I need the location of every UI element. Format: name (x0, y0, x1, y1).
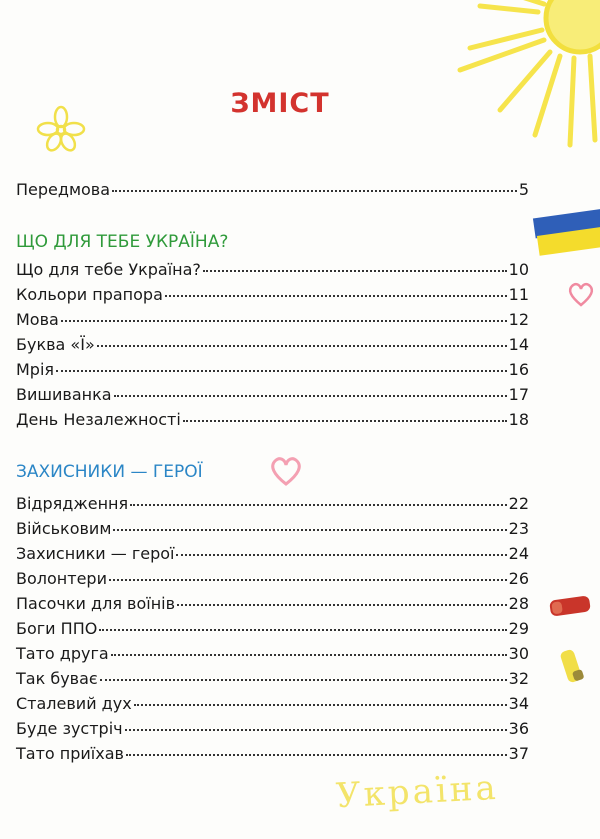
toc-entry-page: 26 (508, 569, 529, 588)
toc-entry[interactable] (16, 692, 529, 716)
toc-entry-page: 22 (508, 494, 529, 513)
toc-entry-label: Кольори прапора (16, 285, 163, 304)
toc-entry-label: Пасочки для воїнів (16, 594, 176, 613)
toc-entry[interactable] (16, 358, 529, 382)
toc-entry-label: Передмова (16, 180, 111, 199)
toc-entry-label: Що для тебе Україна? (16, 260, 201, 279)
toc-entry-page: 34 (508, 694, 529, 713)
dot-leader (203, 269, 507, 272)
toc-entry-page: 5 (518, 180, 529, 199)
ukrainian-flag-drawing (532, 196, 600, 260)
toc-entry-label: Тато приїхав (16, 744, 124, 763)
toc-entry[interactable] (16, 542, 529, 566)
toc-entry[interactable] (16, 283, 529, 307)
toc-entry-page: 32 (508, 669, 529, 688)
toc-entry-page: 36 (508, 719, 529, 738)
toc-entry-label: День Незалежності (16, 410, 181, 429)
toc-entry-page: 14 (508, 335, 529, 354)
toc-entry-label: Тато друга (16, 644, 109, 663)
toc-entry-page: 16 (508, 360, 529, 379)
toc-entry[interactable] (16, 717, 529, 741)
toc-entry-label: Вишиванка (16, 385, 112, 404)
toc-entry-label: Відрядження (16, 494, 129, 513)
toc-entry[interactable] (16, 333, 529, 357)
toc-entry-label: Мрія (16, 360, 55, 379)
toc-entry-label: Захисники — герої (16, 544, 175, 563)
dot-leader (111, 653, 507, 656)
dot-leader (126, 753, 507, 756)
toc-entry-label: Волонтери (16, 569, 107, 588)
dot-leader (56, 369, 507, 372)
dot-leader (114, 394, 507, 397)
heart-icon (268, 454, 304, 488)
page-title: ЗМІСТ (230, 88, 330, 119)
toc-entry[interactable] (16, 517, 529, 541)
toc-entry-label: Сталевий дух (16, 694, 132, 713)
toc-entry-page: 18 (508, 410, 529, 429)
dot-leader (176, 553, 506, 556)
toc-entry[interactable] (16, 492, 529, 516)
dot-leader (109, 578, 507, 581)
dot-leader (183, 419, 507, 422)
dot-leader (134, 703, 507, 706)
dot-leader (99, 628, 506, 631)
yellow-crayon-drawing (556, 646, 592, 688)
toc-entry-page: 37 (508, 744, 529, 763)
toc-entry-page: 29 (508, 619, 529, 638)
toc-entry-page: 17 (508, 385, 529, 404)
dot-leader (61, 319, 507, 322)
toc-entry-page: 28 (508, 594, 529, 613)
toc-entry-label: Мова (16, 310, 59, 329)
dot-leader (113, 528, 506, 531)
dot-leader (177, 603, 507, 606)
dot-leader (112, 189, 517, 192)
toc-entry-page: 11 (508, 285, 529, 304)
toc-entry-page: 10 (508, 260, 529, 279)
toc-entry-label: Буква «Ї» (16, 335, 95, 354)
toc-entry-page: 23 (508, 519, 529, 538)
dot-leader (165, 294, 507, 297)
toc-entry[interactable] (16, 308, 529, 332)
dot-leader (97, 344, 507, 347)
section-heading: ЗАХИСНИКИ — ГЕРОЇ (16, 462, 203, 482)
toc-entry-label: Буде зустріч (16, 719, 123, 738)
toc-entry-label: Військовим (16, 519, 112, 538)
toc-entry[interactable] (16, 258, 529, 282)
sun-drawing (440, 0, 600, 150)
toc-entry[interactable] (16, 178, 529, 202)
toc-entry-label: Боги ППО (16, 619, 98, 638)
toc-entry[interactable] (16, 742, 529, 766)
heart-icon (566, 280, 596, 308)
toc-entry[interactable] (16, 592, 529, 616)
red-crayon-drawing (546, 592, 596, 622)
dot-leader (100, 678, 507, 681)
handwritten-ukraine-text: Україна (335, 767, 500, 817)
toc-entry[interactable] (16, 383, 529, 407)
toc-entry-page: 12 (508, 310, 529, 329)
toc-entry[interactable] (16, 642, 529, 666)
toc-entry-page: 24 (508, 544, 529, 563)
toc-entry[interactable] (16, 617, 529, 641)
section-heading: ЩО ДЛЯ ТЕБЕ УКРАЇНА? (16, 232, 229, 252)
toc-entry-label: Так буває (16, 669, 98, 688)
toc-entry[interactable] (16, 408, 529, 432)
toc-entry[interactable] (16, 567, 529, 591)
dot-leader (125, 728, 507, 731)
dot-leader (130, 503, 507, 506)
toc-entry[interactable] (16, 667, 529, 691)
toc-entry-page: 30 (508, 644, 529, 663)
